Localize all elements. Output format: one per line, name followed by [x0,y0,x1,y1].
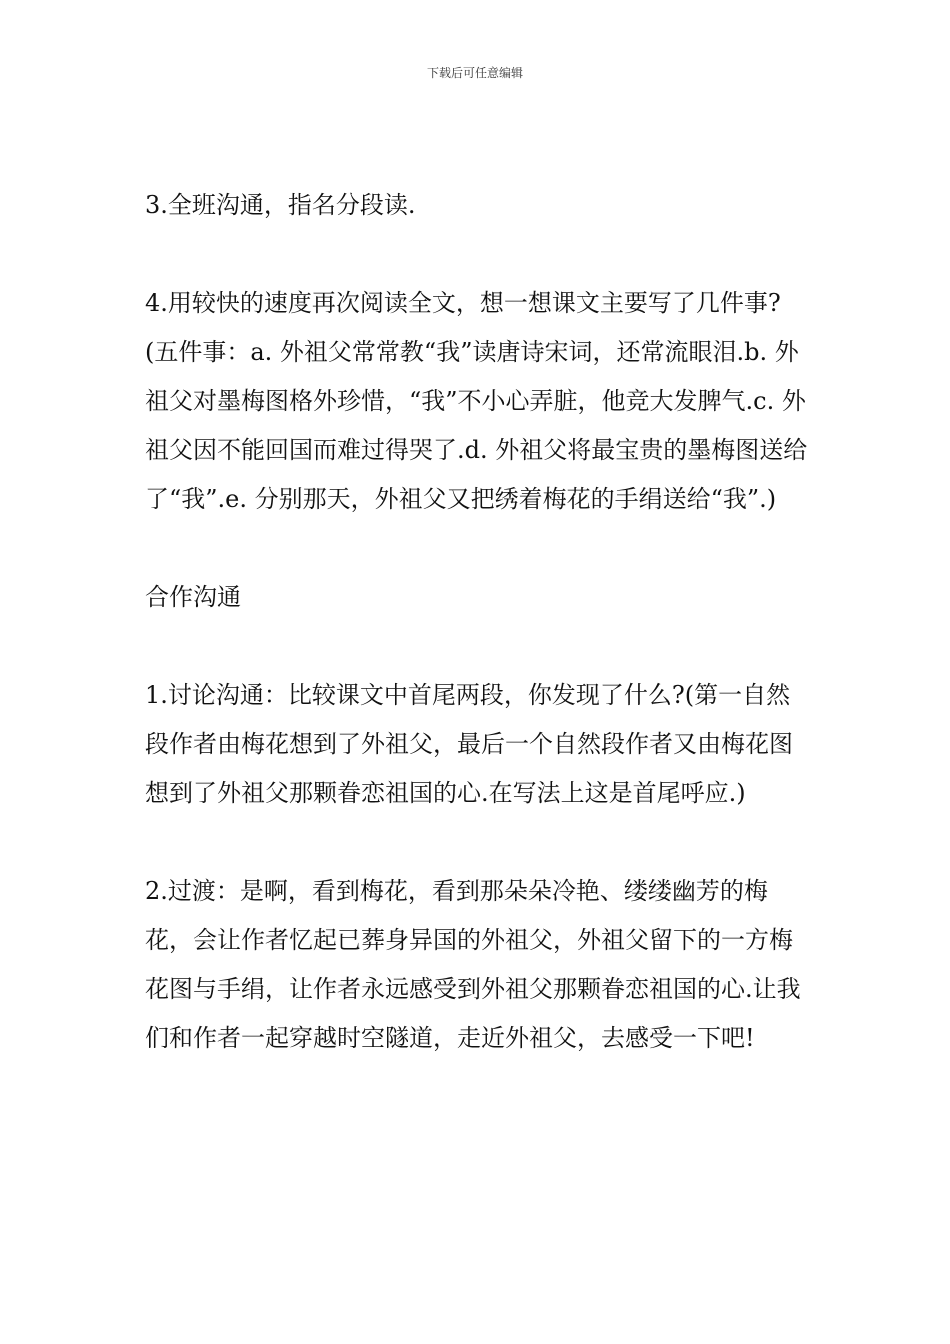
paragraph-gap [145,622,810,671]
paragraph-discussion-1: 1.讨论沟通：比较课文中首尾两段，你发现了什么?(第一自然段作者由梅花想到了外祖父，最后一个自然段作者又由梅花图想到了外祖父那颗眷恋祖国的心.在写法上这是首尾呼应.) [145,681,793,807]
paragraph-gap [145,818,810,867]
document-body [145,181,810,1063]
page-header: 下载后可任意编辑 [426,66,523,80]
paragraph-transition-2: 2.过渡：是啊，看到梅花，看到那朵朵冷艳、缕缕幽芳的梅花，会让作者忆起已葬身异国的外祖父，外祖父留下的一方梅花图与手绢，让作者永远感受到外祖父那颗眷恋祖国的心.让我们和作者一起穿越时空隧道，走近外祖父，去感受一下吧! [145,877,801,1052]
section-heading: 合作沟通 [145,583,241,611]
paragraph-step-3: 3.全班沟通，指名分段读. [145,191,416,219]
paragraph-gap [145,524,810,573]
paragraph-step-4: 4.用较快的速度再次阅读全文，想一想课文主要写了几件事?(五件事：a. 外祖父常常教“我”读唐诗宋词，还常流眼泪.b. 外祖父对墨梅图格外珍惜，“我”不小心弄脏，他竞大发脾气.c. 外祖父因不能回国而难过得哭了.d. 外祖父将最宝贵的墨梅图送给了“我”.e. 分别那天，外祖父又把绣着梅花的手绢送给“我”.) [145,289,808,513]
paragraph-gap [145,230,810,279]
